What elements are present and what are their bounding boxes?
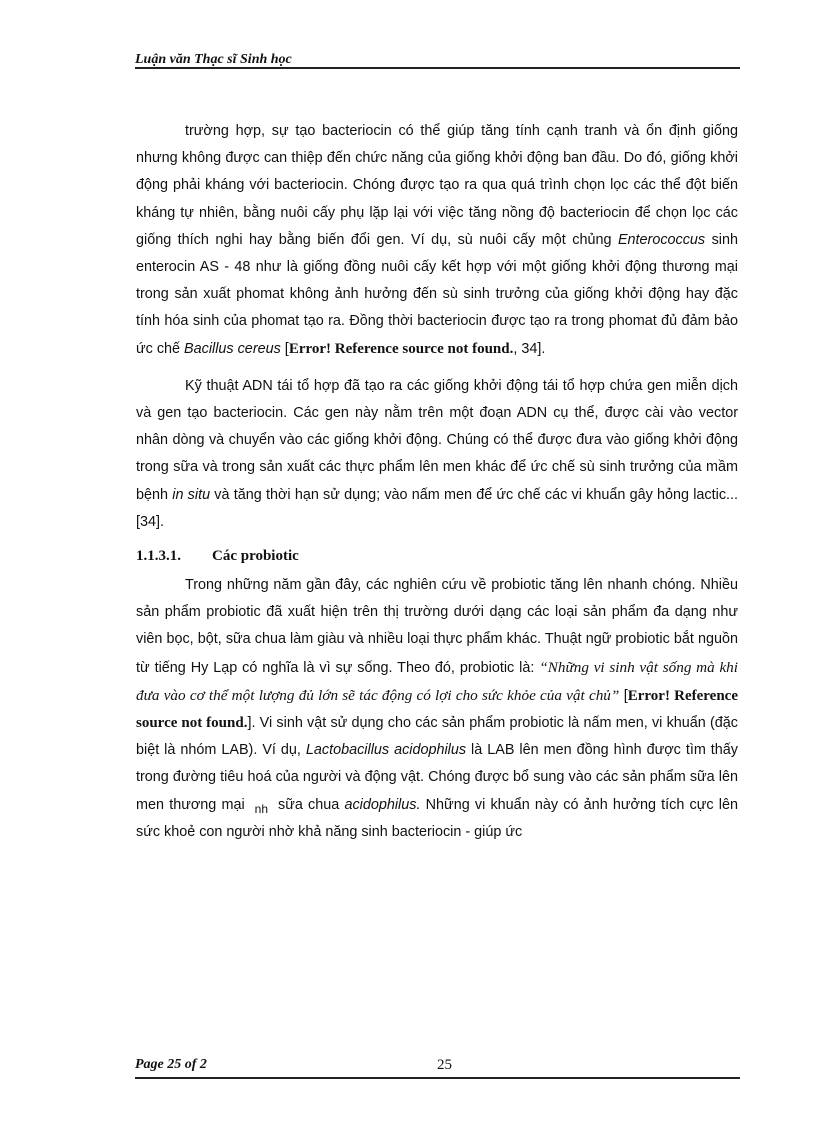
text-run: [	[280, 340, 289, 357]
reference-error: Error! Reference source not found.	[136, 687, 738, 732]
subscript-text: nh	[254, 801, 269, 816]
page-footer	[135, 1057, 740, 1079]
species-name: Bacillus cereus	[184, 340, 281, 357]
text-run: sinh enterocin AS - 48 như là giống đồng nuôi cấy kết hợp với một giống khởi động thương mại trong sản xuất phomat không ảnh hưởng đến sù sinh trưởng của giống khởi động hay đặc tính hóa sinh của phomat tạo ra. Đồng thời bacteriocin được tạo ra trong phomat đủ đảm bảo ức chế	[136, 231, 738, 357]
text-run: ]. Vi sinh vật sử dụng cho các sản phẩm probiotic là nấm men, vi khuẩn (đặc biệt là nhóm LAB). Ví dụ,	[136, 715, 738, 759]
species-name: Enterococcus	[617, 231, 706, 248]
text-run: sữa chua	[278, 796, 345, 813]
text-run: , 34].	[513, 340, 546, 357]
species-name: acidophilus.	[344, 796, 421, 813]
document-body	[136, 118, 738, 856]
latin-term: in situ	[172, 486, 211, 503]
text-run: là LAB lên men đồng hình được tìm thấy trong đường tiêu hoá của người và động vật. Chóng được bổ sung vào các sản phẩm sữa lên men thương mại	[136, 742, 738, 813]
section-heading	[136, 546, 738, 566]
species-name: Lactobacillus acidophilus	[305, 742, 467, 759]
probiotic-definition-quote: “Những vi sinh vật sống mà khi đưa vào cơ thể một lượng đủ lớn sẽ tác động có lợi cho sức khỏe của vật chủ”	[136, 658, 738, 704]
text-run: trường hợp, sự tạo bacteriocin có thể giúp tăng tính cạnh tranh và ổn định giống nhưng không được can thiệp đến chức năng của giống khởi động ban đầu. Do đó, giống khởi động phải kháng với bacteriocin. Chóng được tạo ra qua quá trình chọn lọc các thể đột biến kháng tự nhiên, bằng nuôi cấy phụ lặp lại với việc tăng nồng độ bacteriocin để chọn lọc các giống thích nghi hay bằng biến đổi gen. Ví dụ, sù nuôi cấy một chủng	[136, 123, 738, 248]
text-run: Kỹ thuật ADN tái tổ hợp đã tạo ra các giống khởi động tái tổ hợp chứa gen miễn dịch và gen tạo bacteriocin. Các gen này nằm trên một đoạn ADN cụ thể, được cài vào vector nhân dòng và chuyển vào các giống khởi động. Chúng có thể được đưa vào giống khởi động trong sữa và trong sản xuất các thực phẩm lên men khác để ức chế sù sinh trưởng của mầm bệnh	[136, 377, 738, 503]
text-run: Những vi khuẩn này có ảnh hưởng tích cực lên sức khoẻ con người nhờ khả năng sinh bacteriocin - giúp ức	[136, 796, 738, 840]
text-run: và tăng thời hạn sử dụng; vào nấm men để ức chế các vi khuẩn gây hỏng lactic... [34].	[136, 486, 739, 530]
paragraph-probiotic	[136, 572, 738, 846]
section-title: Các probiotic	[212, 548, 299, 565]
section-number: 1.1.3.1.	[136, 548, 181, 565]
footer-page-label: Page 25 of 2	[135, 1057, 207, 1072]
text-run: Trong những năm gần đây, các nghiên cứu về probiotic tăng lên nhanh chóng. Nhiều sản phẩm probiotic đã xuất hiện trên thị trường dưới dạng các loại sản phẩm đa dạng như viên bọc, bột, sữa chua làm giàu và nhiều loại thực phẩm khác. Thuật ngữ probiotic bắt nguồn từ tiếng Hy Lạp có nghĩa là vì sự sống. Theo đó, probiotic là:	[136, 577, 738, 676]
page-header	[135, 52, 740, 69]
paragraph-recombinant-dna	[136, 373, 738, 536]
reference-error: Error! Reference source not found.	[288, 340, 514, 357]
paragraph-bacteriocin-starter	[136, 118, 738, 363]
text-run: [	[619, 687, 628, 704]
header-title: Luận văn Thạc sĩ Sinh học	[135, 52, 292, 67]
footer-page-number: 25	[437, 1057, 452, 1073]
